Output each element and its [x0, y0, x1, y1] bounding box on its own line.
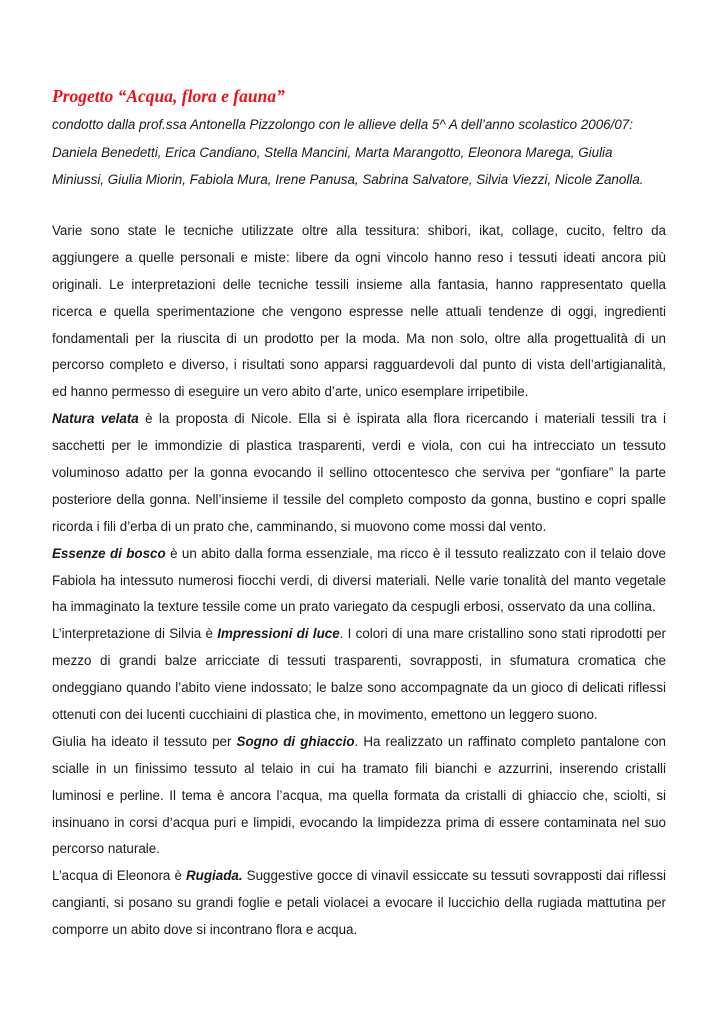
body-text-segment: Fabiola ha intessuto numerosi fiocchi verdi, di diversi materiali. Nelle varie tonalità del manto vegetale: [52, 572, 666, 588]
garment-title: Essenze di bosco: [52, 545, 166, 561]
body-text-segment: . I colori di una mare cristallino sono stati riprodotti per: [339, 626, 667, 642]
body-line: [52, 621, 666, 648]
body-line: [52, 568, 666, 595]
body-line: [52, 487, 666, 514]
body-line: [52, 352, 666, 379]
body-text-segment: cangianti, si posano su grandi foglie e petali violacei a evocare il luccichio della rugiada mattutina per: [52, 895, 666, 911]
garment-title: Natura velata: [52, 411, 139, 427]
body-line: [52, 890, 666, 917]
body-line: [52, 379, 666, 406]
garment-title: Impressioni di luce: [217, 626, 340, 642]
body-text-segment: ricorda i fili d’erba di un prato che, camminando, si muovono come mossi dal vento.: [52, 518, 547, 534]
body-line: [52, 514, 666, 541]
body-line: [52, 406, 666, 433]
body-text-segment: luminosi e perline. Il tema è ancora l’acqua, ma quella formata da cristalli di ghiaccio che, sciolti, si: [52, 787, 666, 803]
body-line: [52, 917, 666, 944]
body-line: [52, 245, 666, 272]
body-text-segment: scialle in un finissimo tessuto al telaio in cui ha tramato fili bianchi e azzurrini, inserendo cristalli: [52, 760, 666, 776]
body-text-segment: è la proposta di Nicole. Ella si è ispirata alla flora ricercando i materiali tessili tra i: [138, 411, 666, 427]
body-text-segment: L’acqua di Eleonora è: [52, 868, 186, 884]
page-title: Progetto “Acqua, flora e fauna”: [52, 86, 285, 106]
body-line: [52, 729, 666, 756]
body-text-segment: ricerca e quella sperimentazione che vengono espresse nelle attuali tendenze di oggi, ingredienti: [52, 303, 666, 319]
garment-title: Rugiada.: [186, 868, 243, 884]
body-text-segment: Suggestive gocce di vinavil essiccate su tessuti sovrapposti dai riflessi: [242, 868, 666, 884]
body-line: [52, 702, 666, 729]
body-text-segment: insinuano in corsi d’acqua puri e limpidi, evocando la limpidezza prima di essere contaminata nel suo: [52, 814, 666, 830]
body-line: [52, 299, 666, 326]
body-line: [52, 272, 666, 299]
body-text-segment: Giulia ha ideato il tessuto per: [52, 733, 237, 749]
garment-title: Sogno di ghiaccio: [236, 733, 355, 749]
body-text-segment: . Ha realizzato un raffinato completo pantalone con: [354, 733, 666, 749]
body-line: [52, 433, 666, 460]
body-line: [52, 218, 666, 245]
body-text-segment: fondamentali per la riuscita di un prodotto per la moda. Ma non solo, oltre alla progettualità di un: [52, 330, 666, 346]
body-text-segment: percorso completo e diverso, i risultati sono apparsi ragguardevoli dal punto di vista dell’artigianalità,: [52, 357, 666, 373]
body-text-segment: ha immaginato la texture tessile come un prato variegato da cespugli erbosi, osservato da una collina.: [52, 599, 656, 615]
body-line: [52, 756, 666, 783]
body-text-segment: aggiungere a quelle personali e miste: libere da ogni vincolo hanno reso i tessuti ideati ancora più: [52, 249, 666, 265]
body-text-segment: L’interpretazione di Silvia è: [52, 626, 218, 642]
body-line: [52, 810, 666, 837]
body-line: [52, 783, 666, 810]
body-line: [52, 460, 666, 487]
body-line: [52, 863, 666, 890]
body-text: [52, 218, 666, 944]
project-credits: [52, 111, 672, 194]
body-text-segment: originali. Le interpretazioni delle tecniche tessili insieme alla fantasia, hanno rappresentato quella: [52, 276, 666, 292]
body-line: [52, 326, 666, 353]
body-line: [52, 648, 666, 675]
body-text-segment: Varie sono state le tecniche utilizzate oltre alla tessitura: shibori, ikat, collage, cucito, feltro da: [52, 223, 666, 238]
body-text-segment: ottenuti con dei lucenti cucchiaini di plastica che, in movimento, emettono un leggero suono.: [52, 707, 598, 723]
body-text-segment: mezzo di grandi balze arricciate di tessuti trasparenti, sovrapposti, in sfumatura cromatica che: [52, 653, 666, 669]
body-line: [52, 675, 666, 702]
body-text-segment: comporre un abito dove si incontrano flora e acqua.: [52, 922, 358, 938]
body-text-segment: ed hanno permesso di eseguire un vero abito d’arte, unico esemplare irripetibile.: [52, 384, 529, 400]
body-line: [52, 836, 666, 863]
credits-line: condotto dalla prof.ssa Antonella Pizzolongo con le allieve della 5^ A dell’anno scolastico 2006/07:: [52, 117, 633, 132]
credits-line: Daniela Benedetti, Erica Candiano, Stella Mancini, Marta Marangotto, Eleonora Marega, Giulia: [52, 144, 613, 160]
credits-line: Miniussi, Giulia Miorin, Fabiola Mura, Irene Panusa, Sabrina Salvatore, Silvia Viezzi, Nicole Zanolla.: [52, 172, 644, 187]
body-text-segment: sacchetti per le immondizie di plastica trasparenti, verdi e viola, con cui ha intrecciato un tessuto: [52, 438, 666, 454]
body-line: [52, 594, 666, 621]
body-line: [52, 541, 666, 568]
body-text-segment: voluminoso adatto per la gonna evocando il sellino ottocentesco che serviva per “gonfiare” la parte: [52, 465, 666, 481]
body-text-segment: è un abito dalla forma essenziale, ma ricco è il tessuto realizzato con il telaio dove: [165, 545, 666, 561]
body-text-segment: percorso naturale.: [52, 841, 160, 857]
body-text-segment: ondeggiano quando l’abito viene indossato; le balze sono accompagnate da un gioco di delicati riflessi: [52, 680, 666, 696]
body-text-segment: posteriore della gonna. Nell’insieme il tessile del completo composto da gonna, bustino e copri spalle: [52, 491, 666, 507]
